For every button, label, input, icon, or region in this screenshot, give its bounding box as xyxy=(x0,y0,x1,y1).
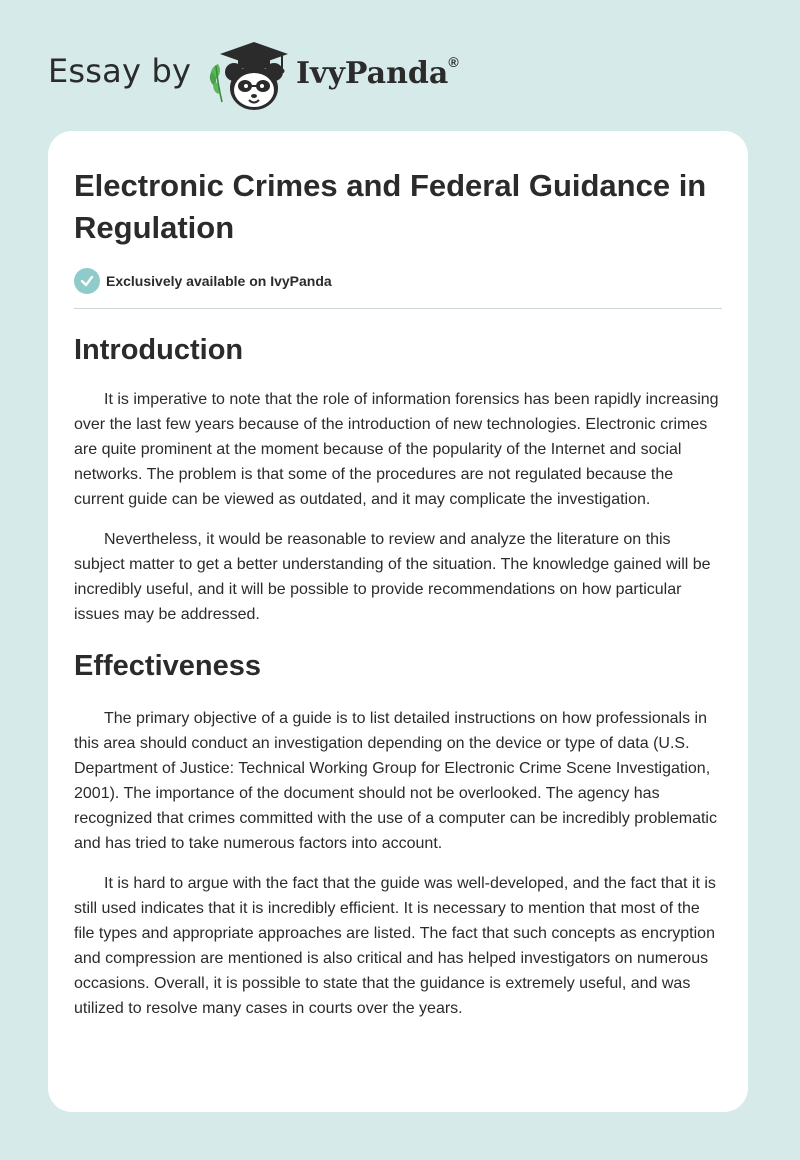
paragraph: It is hard to argue with the fact that the guide was well-developed, and the fact that it is still used indicates that it is incredibly efficient. It is necessary to mention that most of the file types and appropriate approaches are listed. The fact that such concepts as encryption and compression are mentioned is also critical and has helped investigators on numerous occasions. Overall, it is possible to state that the guidance is extremely useful, and was utilized to resolve many cases in courts over the years. xyxy=(74,875,716,1017)
check-icon xyxy=(74,268,100,294)
registered-mark: ® xyxy=(448,54,459,70)
section-heading: Effectiveness xyxy=(74,650,261,682)
section-introduction xyxy=(74,332,722,627)
essay-title: Electronic Crimes and Federal Guidance in Regulation xyxy=(74,168,707,245)
exclusive-badge xyxy=(74,267,722,295)
essay-card xyxy=(48,131,748,1112)
section-heading: Introduction xyxy=(74,334,244,366)
paragraph: Nevertheless, it would be reasonable to review and analyze the literature on this subject matter to get a better understanding of the situation. The knowledge gained will be incredibly useful, and it will be possible to provide recommendations on how particular issues may be addressed. xyxy=(74,531,711,623)
site-header xyxy=(48,36,648,116)
brand-name[interactable]: IvyPanda® xyxy=(296,54,459,91)
divider xyxy=(74,308,722,309)
section-effectiveness xyxy=(74,648,722,1021)
panda-logo-icon[interactable] xyxy=(202,36,298,112)
essay-by-label: Essay by xyxy=(48,52,192,90)
badge-text: Exclusively available on IvyPanda xyxy=(106,273,332,289)
paragraph: It is imperative to note that the role of information forensics has been rapidly increasing over the last few years because of the introduction of new technologies. Electronic crimes are quite prominent at the moment because of the popularity of the Internet and social networks. The problem is that some of the procedures are not regulated because the current guide can be viewed as outdated, and it may complicate the investigation. xyxy=(74,391,719,508)
paragraph: The primary objective of a guide is to list detailed instructions on how professionals in this area should conduct an investigation depending on the device or type of data (U.S. Department of Justice: Technical Working Group for Electronic Crime Scene Investigation, 2001). The importance of the document should not be overlooked. The agency has recognized that crimes committed with the use of a computer can be incredibly problematic and has tried to take numerous factors into account. xyxy=(74,710,717,852)
